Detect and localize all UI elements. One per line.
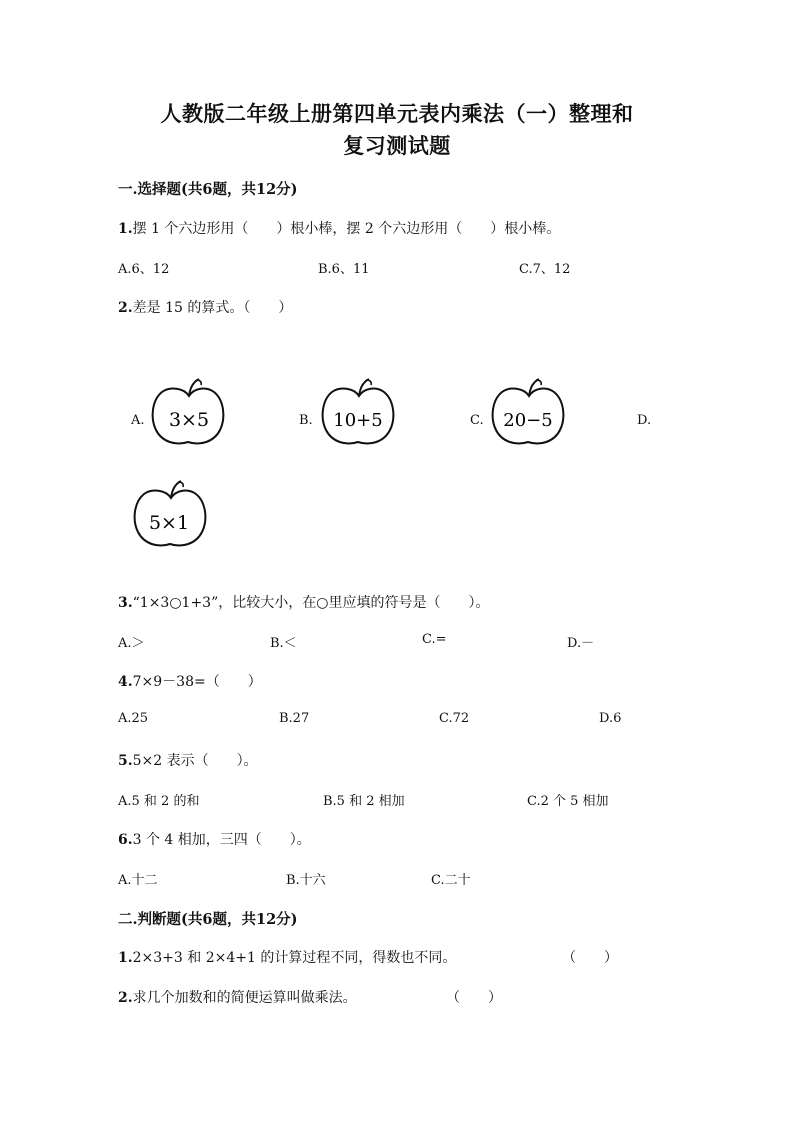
- q6-option-b[interactable]: B.十六: [286, 873, 326, 888]
- question-number: 1.: [118, 950, 133, 966]
- apple-icon[interactable]: [486, 374, 570, 450]
- judgement-2: [118, 987, 357, 1007]
- question-1: [118, 218, 560, 238]
- question-text: 摆 1 个六边形用（ ）根小棒，摆 2 个六边形用（ ）根小棒。: [132, 221, 561, 237]
- question-text: 差是 15 的算式。（ ）: [132, 300, 293, 316]
- question-text: “1×3○1+3”，比较大小，在○里应填的符号是（ ）。: [132, 595, 490, 611]
- q4-option-d[interactable]: D.6: [599, 711, 622, 726]
- question-text: 7×9－38=（ ）: [132, 674, 262, 690]
- judgement-1: [118, 947, 456, 967]
- q1-option-b[interactable]: B.6、11: [318, 262, 370, 277]
- q6-option-c[interactable]: C.二十: [431, 873, 471, 888]
- page-title-line1: 人教版二年级上册第四单元表内乘法（一）整理和: [160, 101, 634, 126]
- q2-option-d-expr: 5×1: [148, 512, 190, 534]
- question-text: 5×2 表示（ ）。: [132, 753, 258, 769]
- question-text: 2×3+3 和 2×4+1 的计算过程不同，得数也不同。: [132, 950, 457, 966]
- q6-option-a[interactable]: A.十二: [118, 873, 158, 888]
- q4-option-c[interactable]: C.72: [439, 711, 470, 726]
- question-number: 5.: [118, 753, 133, 769]
- q3-option-b[interactable]: B.＜: [270, 636, 297, 651]
- question-number: 2.: [118, 990, 133, 1006]
- q3-option-d[interactable]: D.－: [567, 636, 595, 651]
- q3-option-a[interactable]: A.＞: [118, 636, 145, 651]
- section-heading-judgement: 二.判断题(共6题，共12分): [118, 911, 298, 928]
- q2-option-c-letter[interactable]: C.: [470, 413, 484, 428]
- question-text: 求几个加数和的简便运算叫做乘法。: [132, 990, 357, 1006]
- apple-icon[interactable]: [128, 476, 212, 552]
- question-4: [118, 671, 262, 691]
- q2-option-d-letter[interactable]: D.: [637, 413, 652, 428]
- q4-option-b[interactable]: B.27: [279, 711, 310, 726]
- q2-option-a-letter[interactable]: A.: [131, 413, 145, 428]
- page-title-line2: 复习测试题: [343, 133, 451, 158]
- question-number: 4.: [118, 674, 133, 690]
- judgement-2-answer-blank[interactable]: （ ）: [446, 990, 502, 1006]
- section-heading-choice: 一.选择题(共6题，共12分): [118, 181, 298, 198]
- question-text: 3 个 4 相加，三四（ ）。: [132, 832, 311, 848]
- question-number: 2.: [118, 300, 133, 316]
- q5-option-c[interactable]: C.2 个 5 相加: [527, 794, 609, 809]
- apple-icon[interactable]: [146, 374, 230, 450]
- q5-option-b[interactable]: B.5 和 2 相加: [323, 794, 405, 809]
- q1-option-a[interactable]: A.6、12: [118, 262, 170, 277]
- q2-option-b-letter[interactable]: B.: [299, 413, 313, 428]
- q1-option-c[interactable]: C.7、12: [519, 262, 571, 277]
- question-6: [118, 829, 311, 849]
- q3-option-c[interactable]: C.=: [422, 632, 447, 647]
- question-number: 6.: [118, 832, 133, 848]
- q2-option-c-expr: 20−5: [503, 410, 553, 431]
- q4-option-a[interactable]: A.25: [118, 711, 149, 726]
- question-number: 1.: [118, 221, 133, 237]
- question-3: [118, 592, 489, 612]
- judgement-1-answer-blank[interactable]: （ ）: [562, 950, 618, 966]
- question-5: [118, 750, 258, 770]
- q2-option-a-expr: 3×5: [168, 409, 210, 431]
- apple-icon[interactable]: [316, 374, 400, 450]
- q2-option-b-expr: 10+5: [333, 410, 383, 431]
- question-2: [118, 297, 292, 317]
- question-number: 3.: [118, 595, 133, 611]
- q5-option-a[interactable]: A.5 和 2 的和: [118, 794, 200, 809]
